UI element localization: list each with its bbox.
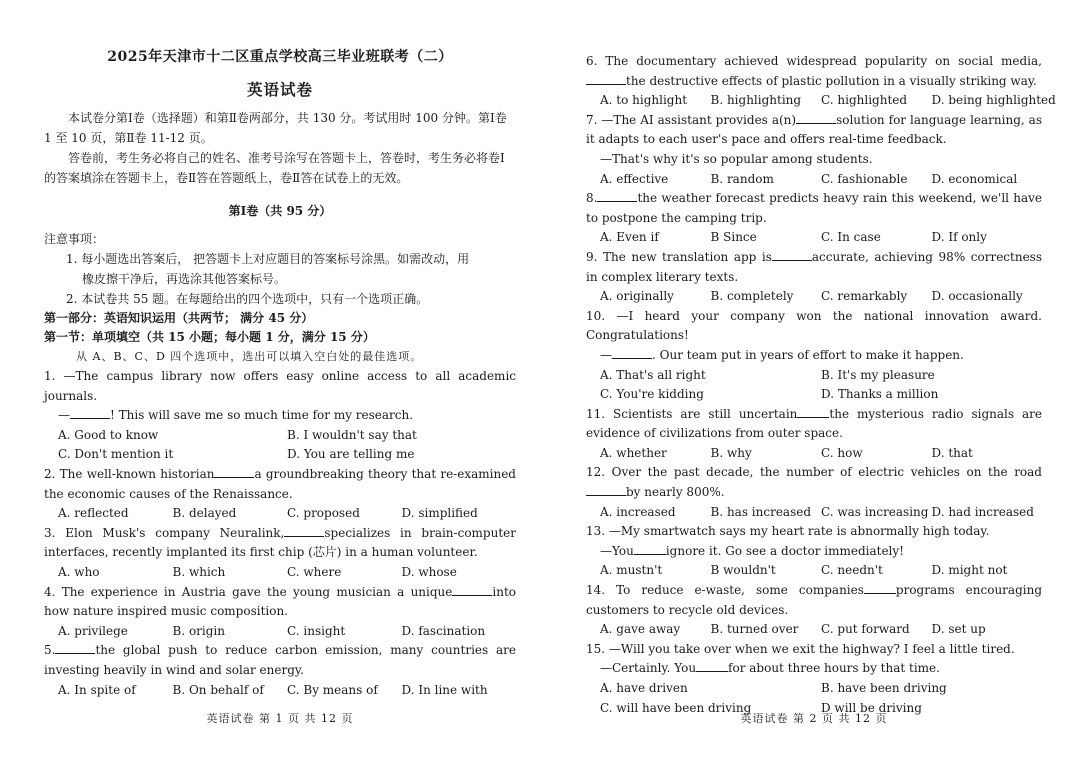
- option-a: A. originally: [600, 289, 674, 304]
- stem-start: 5.: [44, 643, 56, 658]
- option-b: B. On behalf of: [172, 682, 264, 697]
- options-row: [44, 622, 516, 642]
- stem-end: solution for language learning, as it adapts to each user's pace and offers real-time feedback.: [586, 112, 1042, 147]
- option-b: B. random: [710, 171, 774, 186]
- part-1-section-1-title: 第一节：单项填空（共 15 小题；每小题 1 分，满分 15 分）: [44, 330, 375, 344]
- stem-end: programs encouraging customers to recycle old devices.: [586, 583, 1043, 617]
- answer-blank: [586, 72, 626, 85]
- option-d: D. Thanks a million: [821, 387, 939, 402]
- option-a: A. to highlight: [600, 93, 688, 108]
- answer-blank: [597, 189, 637, 202]
- reply-prefix: —: [600, 347, 612, 362]
- question-12: [586, 463, 1042, 522]
- option-a: A. effective: [600, 171, 669, 186]
- stem-end: accurate, achieving 98% correctness in complex literary texts.: [586, 249, 1042, 284]
- option-d: D. that: [931, 445, 973, 460]
- question-4: [44, 583, 516, 642]
- option-c: C. You're kidding: [600, 387, 704, 402]
- option-d: D. being highlighted: [931, 93, 1056, 108]
- options-row: [586, 503, 1042, 523]
- reply-text: ignore it. Go see a doctor immediately!: [665, 543, 904, 558]
- question-stem: [586, 463, 1042, 502]
- stem-start: 7. —The AI assistant provides a(n): [586, 112, 797, 127]
- option-b: B wouldn't: [710, 563, 776, 578]
- answer-blank: [586, 483, 626, 496]
- options-row: [44, 426, 516, 446]
- stem-start: 14. To reduce e-waste, some companies: [586, 583, 864, 598]
- option-a: A. whether: [600, 445, 667, 460]
- question-stem: 15. —Will you take over when we exit the highway? I feel a little tired.: [586, 641, 1015, 656]
- exam-title: 2025年天津市十二区重点学校高三毕业班联考（二）: [107, 49, 453, 65]
- option-c: C. By means of: [287, 682, 378, 697]
- answer-blank: [55, 641, 95, 654]
- option-a: A. mustn't: [600, 563, 663, 578]
- section-title: 第Ⅰ卷（共 95 分）: [228, 204, 332, 218]
- stem-start: 3. Elon Musk's company Neuralink,: [44, 525, 285, 540]
- reply-prefix: —Certainly. You: [600, 661, 697, 676]
- stem-end: the destructive effects of plastic pollution in a visually striking way.: [626, 73, 1037, 88]
- question-stem: 13. —My smartwatch says my heart rate is abnormally high today.: [586, 524, 990, 539]
- option-d: D. You are telling me: [287, 447, 415, 462]
- notice-item-1-cont: 橡皮擦干净后，再选涂其他答案标号。: [82, 272, 287, 286]
- option-a: A. gave away: [600, 622, 681, 637]
- question-stem: 10. —I heard your company won the national innovation award. Congratulations!: [586, 308, 1042, 343]
- question-9: [586, 248, 1042, 307]
- options-row: [586, 444, 1042, 464]
- option-d: D. economical: [931, 171, 1018, 186]
- option-a: A. privilege: [58, 623, 128, 638]
- question-5: [44, 641, 516, 700]
- stem-start: 8.: [586, 191, 598, 206]
- question-stem: [44, 641, 516, 680]
- option-a: A. Even if: [600, 230, 659, 245]
- option-d: D. had increased: [931, 504, 1034, 519]
- question-11: [586, 405, 1042, 464]
- option-a: A. Good to know: [58, 427, 159, 442]
- question-15: [586, 640, 1042, 718]
- options-row: [586, 385, 1042, 405]
- stem-end: the mysterious radio signals are evidence of civilizations from outer space.: [586, 406, 1042, 441]
- page-footer: 英语试卷 第 2 页 共 12 页: [740, 712, 888, 725]
- instruction: 从 A、B、C、D 四个选项中，选出可以填入空白处的最佳选项。: [76, 350, 423, 363]
- question-1: [44, 367, 516, 465]
- answer-blank: [70, 406, 110, 419]
- stem-end: the global push to reduce carbon emission, many countries are investing heavily in wind and solar energy.: [44, 643, 516, 677]
- options-row: [586, 91, 1056, 111]
- option-b: B. have been driving: [821, 681, 947, 695]
- reply-text: . Our team put in years of effort to make it happen.: [652, 347, 964, 362]
- stem-end: into how nature inspired music composition.: [44, 584, 516, 619]
- question-8: [586, 189, 1042, 248]
- option-c: C. put forward: [821, 622, 910, 637]
- option-d: D. might not: [931, 563, 1008, 578]
- question-stem: [44, 465, 516, 504]
- options-row: [586, 170, 1042, 190]
- stem-start: 4. The experience in Austria gave the young musician a unique: [44, 584, 453, 599]
- answer-blank: [634, 542, 666, 555]
- question-stem: [586, 111, 1042, 150]
- intro-paragraph-2: 答卷前，考生务必将自己的姓名、准考号涂写在答题卡上，答卷时，考生务必将卷Ⅰ的答案填涂在答题卡上，卷Ⅱ答在答题纸上，卷Ⅱ答在试卷上的无效。: [44, 151, 505, 185]
- stem-start: 6. The documentary achieved widespread popularity on social media,: [586, 54, 1042, 68]
- question-stem: [44, 524, 516, 563]
- option-d: D. simplified: [401, 506, 478, 521]
- option-a: A. In spite of: [58, 682, 136, 697]
- options-row: [586, 620, 1042, 640]
- question-stem: [44, 583, 516, 622]
- option-b: B. highlighting: [710, 93, 802, 108]
- option-b: B. completely: [710, 289, 794, 304]
- stem-end: a groundbreaking theory that re-examined the economic causes of the Renaissance.: [44, 466, 516, 501]
- options-row: [586, 287, 1042, 307]
- option-b: B. delayed: [172, 506, 237, 521]
- page-2: [540, 0, 1080, 764]
- option-b: B. turned over: [710, 622, 799, 637]
- answer-blank: [796, 111, 836, 124]
- notice-label: 注意事项：: [44, 232, 105, 246]
- options-row: [44, 504, 516, 524]
- option-c: C. Don't mention it: [58, 447, 174, 462]
- reply-prefix: —You: [600, 543, 634, 558]
- option-d: D. occasionally: [931, 289, 1023, 304]
- options-row: [44, 681, 516, 701]
- question-reply: [600, 542, 1042, 562]
- answer-blank: [452, 583, 492, 596]
- option-c: C. needn't: [821, 563, 883, 578]
- answer-blank: [797, 405, 829, 418]
- option-a: A. increased: [600, 504, 676, 519]
- option-b: B Since: [710, 230, 757, 245]
- option-c: C. how: [821, 445, 863, 460]
- options-row: [586, 228, 1042, 248]
- answer-blank: [214, 465, 254, 478]
- options-row: [44, 445, 516, 465]
- option-d: D. fascination: [401, 623, 486, 638]
- option-c: C. highlighted: [821, 93, 908, 108]
- exam-subtitle: 英语试卷: [246, 80, 313, 99]
- option-b: B. I wouldn't say that: [287, 427, 417, 442]
- option-a: A. who: [58, 564, 100, 579]
- option-c: C. remarkably: [821, 289, 908, 304]
- option-b: B. which: [172, 564, 226, 579]
- stem-start: 11. Scientists are still uncertain: [586, 406, 798, 421]
- option-c: C. will have been driving: [600, 700, 752, 715]
- option-c: C. proposed: [287, 506, 360, 521]
- stem-end: specializes in brain-computer interfaces, recently implanted its first chip (芯片) in a human volunteer.: [44, 525, 516, 560]
- question-3: [44, 524, 516, 583]
- question-14: [586, 581, 1042, 640]
- question-7: [586, 111, 1042, 189]
- notice-item-1: 1. 每小题选出答案后， 把答题卡上对应题目的答案标号涂黑。如需改动，用: [66, 252, 470, 266]
- option-b: B. origin: [172, 623, 225, 638]
- question-stem: [586, 189, 1042, 228]
- reply-prefix: —: [58, 408, 70, 423]
- option-a: A. That's all right: [600, 367, 706, 382]
- question-reply: —That's why it's so popular among students.: [600, 151, 873, 166]
- question-reply: [58, 406, 516, 426]
- option-d: D. whose: [401, 564, 457, 579]
- reply-text: for about three hours by that time.: [728, 661, 940, 676]
- question-reply: [600, 346, 1042, 366]
- option-b: B. has increased: [710, 504, 812, 519]
- option-d: D will be driving: [821, 700, 922, 715]
- question-2: [44, 465, 516, 524]
- question-13: [586, 522, 1042, 581]
- intro-paragraph-1: 本试卷分第Ⅰ卷（选择题）和第Ⅱ卷两部分，共 130 分。考试用时 100 分钟。第Ⅰ卷 1 至 10 页，第Ⅱ卷 11-12 页。: [44, 111, 507, 145]
- answer-blank: [696, 659, 728, 672]
- option-c: C. In case: [821, 230, 881, 245]
- stem-end: the weather forecast predicts heavy rain this weekend, we'll have to postpone the camping trip.: [586, 191, 1042, 225]
- question-stem: [586, 248, 1042, 287]
- options-row: [586, 366, 1042, 386]
- option-b: B. why: [710, 445, 752, 460]
- stem-start: 9. The new translation app is: [586, 249, 772, 264]
- stem-start: 2. The well-known historian: [44, 466, 215, 481]
- stem-start: 12. Over the past decade, the number of electric vehicles on the road: [586, 465, 1042, 480]
- notice-item-2: 2. 本试卷共 55 题。在每题给出的四个选项中，只有一个选项正确。: [66, 292, 429, 306]
- page-footer: 英语试卷 第 1 页 共 12 页: [206, 712, 354, 725]
- options-row: [586, 679, 1042, 699]
- question-stem: [586, 581, 1042, 620]
- question-reply: [600, 659, 1042, 679]
- answer-blank: [864, 581, 896, 594]
- question-10: [586, 307, 1042, 405]
- option-c: C. was increasing: [821, 504, 929, 519]
- answer-blank: [772, 248, 812, 261]
- option-a: A. reflected: [58, 506, 129, 521]
- reply-text: ! This will save me so much time for my research.: [110, 408, 414, 423]
- question-stem: [586, 52, 1042, 91]
- stem-end: by nearly 800%.: [626, 485, 725, 500]
- option-d: D. set up: [931, 622, 986, 637]
- option-c: C. insight: [287, 623, 346, 638]
- options-row: [586, 561, 1042, 581]
- question-stem: [586, 405, 1042, 444]
- option-a: A. have driven: [600, 681, 688, 695]
- answer-blank: [612, 346, 652, 359]
- option-c: C. fashionable: [821, 171, 908, 186]
- question-6: [586, 52, 1056, 111]
- option-c: C. where: [287, 564, 342, 579]
- option-d: D. In line with: [401, 682, 488, 697]
- answer-blank: [284, 524, 324, 537]
- option-b: B. It's my pleasure: [821, 367, 935, 382]
- option-d: D. If only: [931, 230, 987, 245]
- part-1-title: 第一部分：英语知识运用（共两节； 满分 45 分）: [44, 311, 314, 325]
- question-stem: 1. —The campus library now offers easy online access to all academic journals.: [44, 369, 516, 403]
- options-row: [44, 563, 516, 583]
